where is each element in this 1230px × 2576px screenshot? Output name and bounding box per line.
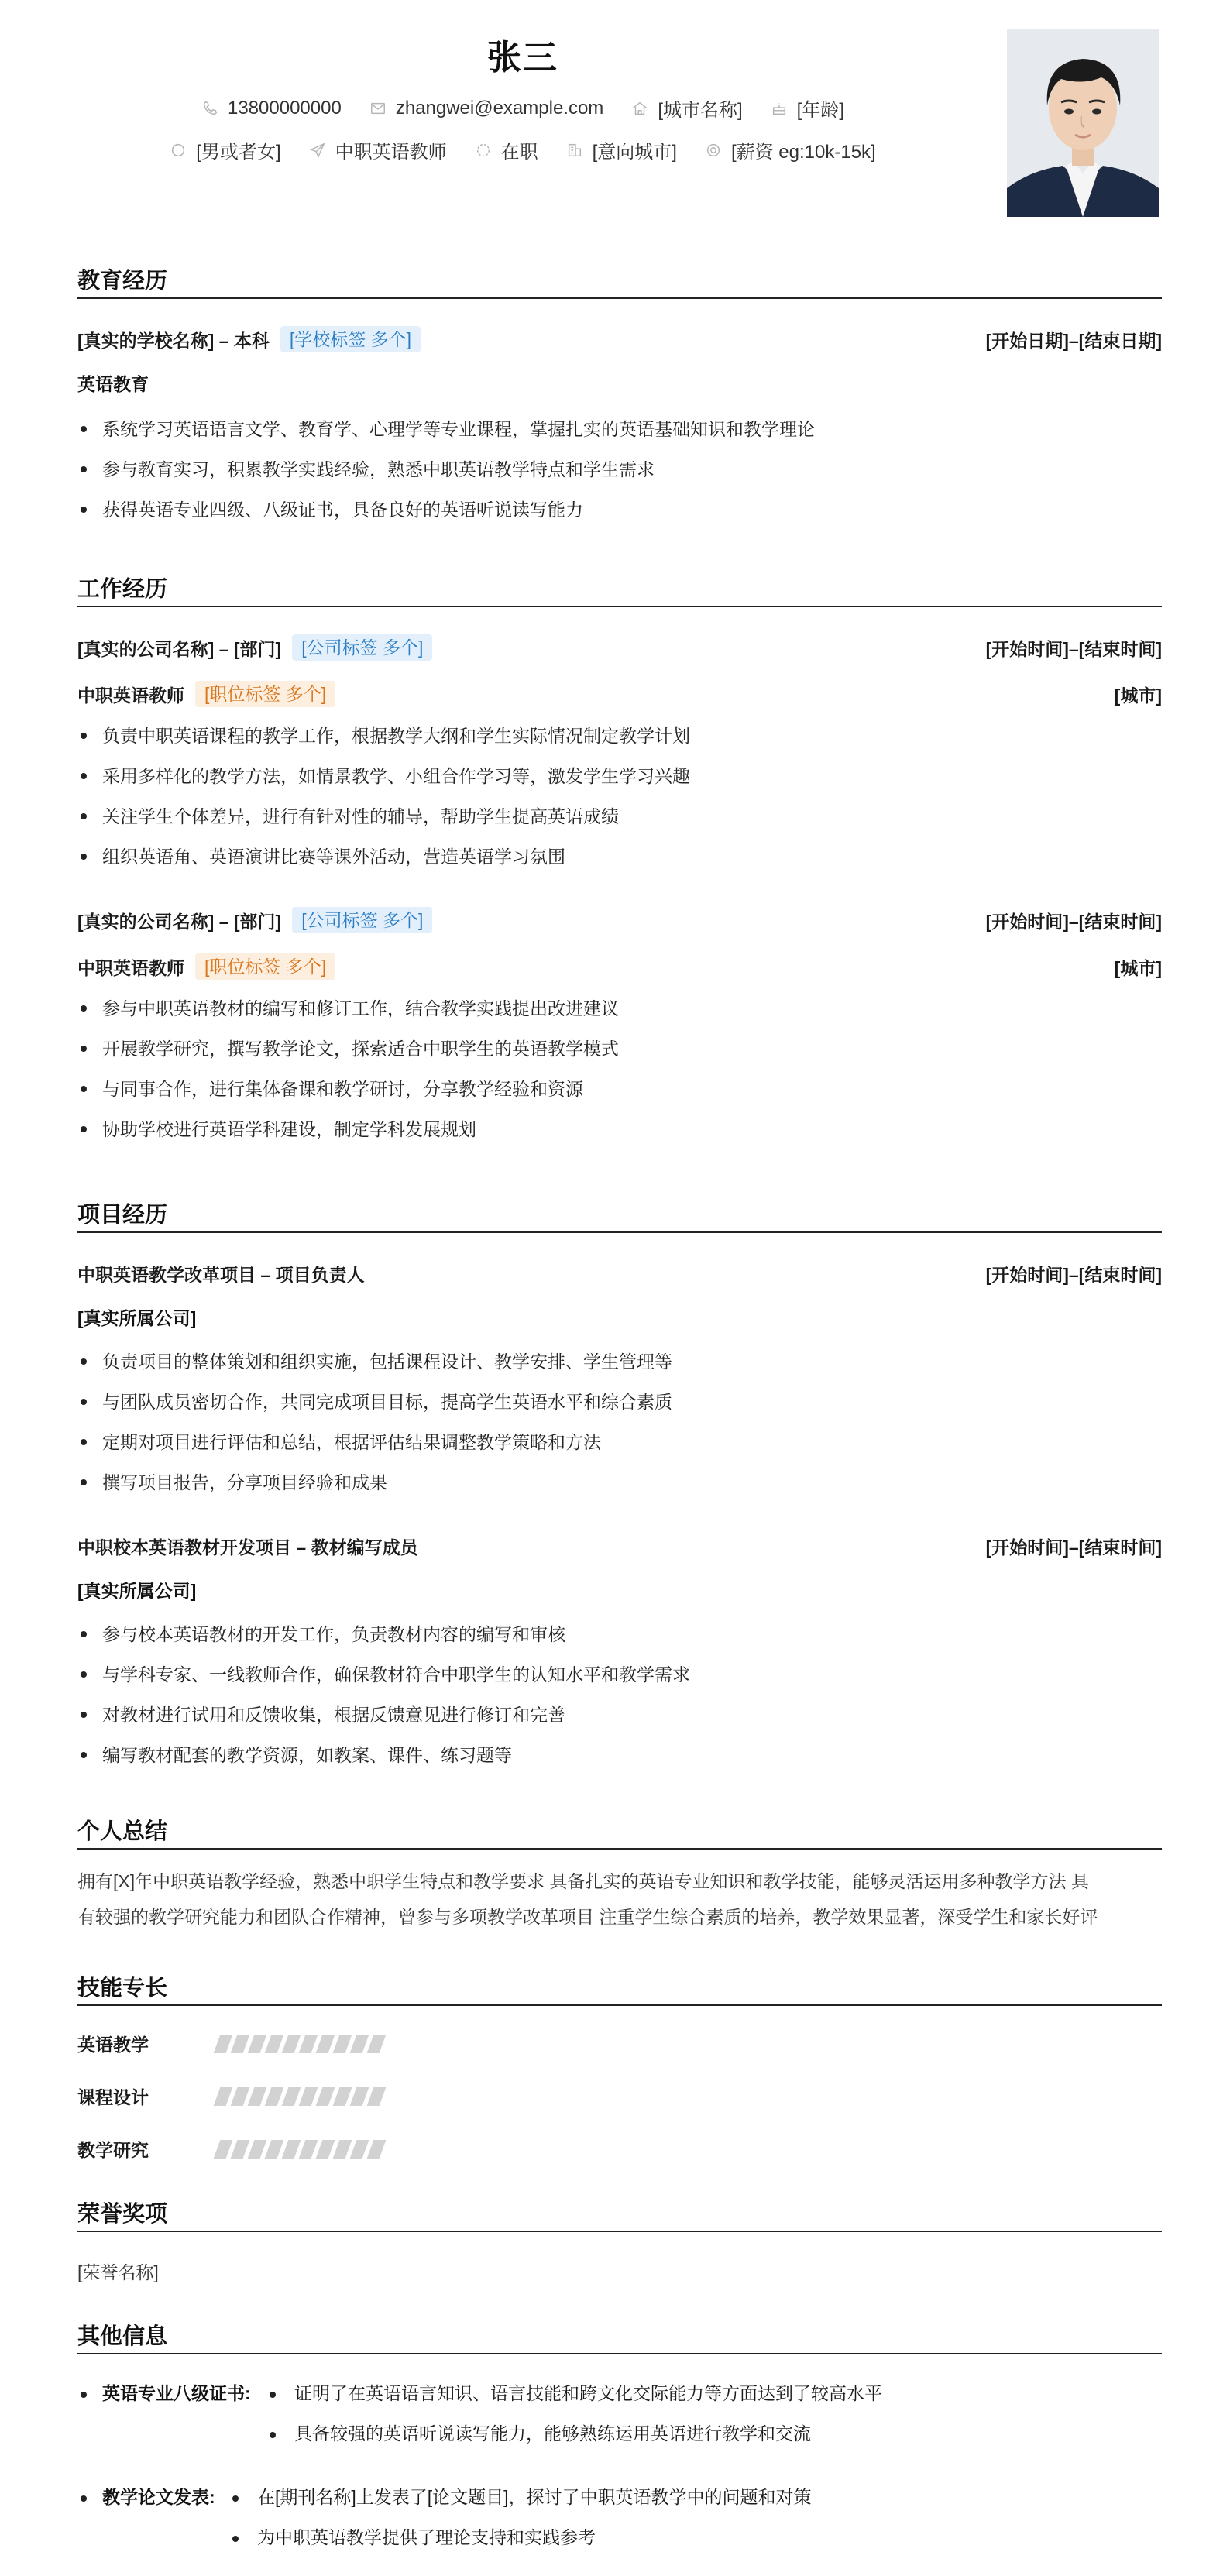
other-key: 教学论文发表: <box>102 2487 215 2507</box>
list-item: 获得英语专业四级、八级证书，具备良好的英语听说读写能力 <box>77 489 1162 530</box>
other-line: 在[期刊名称]上发表了[论文题目]，探讨了中职英语教学中的问题和对策 <box>257 2487 812 2507</box>
project-company: [真实所属公司] <box>77 1581 197 1601</box>
phone-text: 13800000000 <box>227 97 342 118</box>
list-item: 参与教育实习，积累教学实践经验，熟悉中职英语教学特点和学生需求 <box>77 449 1162 489</box>
other-line: 具备较强的英语听说读写能力，能够熟练运用英语进行教学和交流 <box>294 2423 811 2444</box>
skill-item <box>77 2031 383 2056</box>
summary-line: 有较强的教学研究能力和团队合作精神，曾参与多项教学改革项目 注重学生综合素质的培养，教学效果显著，深受学生和家长好评 <box>77 1907 1098 1927</box>
project-name: 中职英语教学改革项目 – 项目负责人 <box>77 1264 365 1285</box>
school-tag: [学校标签 多个] <box>280 326 421 352</box>
job-bullets <box>77 988 1162 1149</box>
skills-section <box>77 1970 1162 2172</box>
bullet-dot <box>232 2495 239 2502</box>
list-item: 采用多样化的教学方法，如情景教学、小组合作学习等，激发学生学习兴趣 <box>77 756 1162 796</box>
skill-label: 英语教学 <box>77 2035 149 2055</box>
list-item: 与同事合作，进行集体备课和教学研讨，分享教学经验和资源 <box>77 1069 1162 1109</box>
job-position <box>77 681 335 707</box>
phone-icon <box>201 100 218 117</box>
list-item: 参与校本英语教材的开发工作，负责教材内容的编写和审核 <box>77 1614 1162 1654</box>
bullet-dot <box>81 2392 87 2398</box>
other-section <box>77 2319 1162 2567</box>
bullet-dot <box>232 2536 239 2542</box>
project-company: [真实所属公司] <box>77 1308 197 1328</box>
city-text: [城市名称] <box>658 100 743 121</box>
school-name: [真实的学校名称] – 本科 <box>77 330 270 351</box>
other-key: 英语专业八级证书: <box>102 2383 251 2403</box>
list-item: 系统学习英语语言文学、教育学、心理学等专业课程，掌握扎实的英语基础知识和教学理论 <box>77 409 1162 449</box>
job-header-row <box>77 632 1162 663</box>
profile-photo <box>1007 29 1159 217</box>
send-icon <box>309 142 326 159</box>
list-item: 负责项目的整体策划和组织实施，包括课程设计、教学安排、学生管理等 <box>77 1341 1162 1382</box>
project-bullets <box>77 1341 1162 1503</box>
list-item: 参与中职英语教材的编写和修订工作，结合教学实践提出改进建议 <box>77 988 1162 1029</box>
job-city: [城市] <box>1114 685 1162 706</box>
honors-section <box>77 2196 1162 2289</box>
project-dates: [开始时间]–[结束时间] <box>985 1537 1162 1558</box>
gender-text: [男或者女] <box>196 142 281 163</box>
mail-icon <box>369 100 387 117</box>
position-tag: [职位标签 多个] <box>195 953 335 980</box>
bullet-dot <box>81 2495 87 2502</box>
summary-line: 拥有[X]年中职英语教学经验，熟悉中职学生特点和教学要求 具备扎实的英语专业知识和教学技能，能够灵活运用多种教学方法 具 <box>77 1871 1089 1891</box>
status-info <box>475 136 538 163</box>
list-item: 与团队成员密切合作，共同完成项目目标，提高学生英语水平和综合素质 <box>77 1382 1162 1422</box>
company-name: [真实的公司名称] – [部门] <box>77 638 282 659</box>
status-icon <box>475 142 492 159</box>
job-position-row <box>77 678 1162 709</box>
skill-level-bar <box>217 2035 383 2053</box>
skill-level-bar <box>217 2140 383 2159</box>
list-item: 定期对项目进行评估和总结，根据评估结果调整教学策略和方法 <box>77 1422 1162 1462</box>
job-city: [城市] <box>1114 957 1162 978</box>
other-line: 为中职英语教学提供了理论支持和实践参考 <box>257 2527 596 2547</box>
skill-level-bar <box>217 2087 383 2106</box>
company-tag: [公司标签 多个] <box>292 634 432 661</box>
job-intent-row <box>77 136 968 163</box>
resume-header <box>77 23 1162 225</box>
job-header-row <box>77 905 1162 936</box>
company-tag: [公司标签 多个] <box>292 907 432 933</box>
position-name: 中职英语教师 <box>77 957 184 978</box>
gender-info <box>170 136 280 163</box>
other-title: 其他信息 <box>77 2319 1162 2354</box>
target-city-text: [意向城市] <box>592 142 677 163</box>
email-info <box>369 98 604 119</box>
phone-info <box>201 98 342 119</box>
list-item: 组织英语角、英语演讲比赛等课外活动，营造英语学习氛围 <box>77 836 1162 877</box>
skills-title: 技能专长 <box>77 1970 1162 2006</box>
position-name: 中职英语教师 <box>77 685 184 706</box>
job-position <box>77 953 335 980</box>
gender-icon <box>170 142 187 159</box>
contact-row <box>77 94 968 122</box>
position-tag: [职位标签 多个] <box>195 681 335 707</box>
city-info <box>631 94 742 122</box>
company-name: [真实的公司名称] – [部门] <box>77 911 282 932</box>
other-group <box>77 2483 1162 2547</box>
education-section <box>77 263 1162 527</box>
age-info <box>771 94 844 122</box>
job-company <box>77 634 432 661</box>
bullet-dot <box>270 2432 276 2438</box>
list-item: 开展教学研究，撰写教学论文，探索适合中职学生的英语教学模式 <box>77 1029 1162 1069</box>
job-bullets <box>77 716 1162 877</box>
salary-text: [薪资 eg:10k-15k] <box>730 142 876 163</box>
candidate-name: 张三 <box>487 39 558 77</box>
work-section <box>77 572 1162 1160</box>
honor-item: [荣誉名称] <box>77 2262 159 2282</box>
skill-label: 课程设计 <box>77 2087 149 2107</box>
bullet-dot <box>270 2392 276 2398</box>
list-item: 关注学生个体差异，进行有针对性的辅导，帮助学生提高英语成绩 <box>77 796 1162 836</box>
education-major: 英语教育 <box>77 374 149 394</box>
home-icon <box>631 100 648 117</box>
list-item: 撰写项目报告，分享项目经验和成果 <box>77 1462 1162 1503</box>
target-job-info <box>309 136 447 163</box>
age-text: [年龄] <box>796 100 844 121</box>
cake-icon <box>771 100 788 117</box>
project-dates: [开始时间]–[结束时间] <box>985 1264 1162 1285</box>
projects-title: 项目经历 <box>77 1197 1162 1233</box>
email-text: zhangwei@example.com <box>395 97 604 118</box>
target-city-info <box>566 136 677 163</box>
building-icon <box>566 142 583 159</box>
education-dates: [开始日期]–[结束日期] <box>985 330 1162 351</box>
list-item: 对教材进行试用和反馈收集，根据反馈意见进行修订和完善 <box>77 1695 1162 1735</box>
job-position-row <box>77 951 1162 982</box>
skill-item <box>77 2083 383 2109</box>
work-title: 工作经历 <box>77 572 1162 607</box>
salary-info <box>705 136 876 163</box>
job-dates: [开始时间]–[结束时间] <box>985 911 1162 932</box>
project-bullets <box>77 1614 1162 1775</box>
projects-section <box>77 1197 1162 1786</box>
job-company <box>77 907 432 933</box>
job-dates: [开始时间]–[结束时间] <box>985 638 1162 659</box>
target-job-text: 中职英语教师 <box>335 142 447 163</box>
project-name: 中职校本英语教材开发项目 – 教材编写成员 <box>77 1537 418 1558</box>
list-item: 负责中职英语课程的教学工作，根据教学大纲和学生实际情况制定教学计划 <box>77 716 1162 756</box>
summary-title: 个人总结 <box>77 1814 1162 1850</box>
coin-icon <box>705 142 722 159</box>
summary-text <box>77 1863 1162 1935</box>
project-header-row <box>77 1258 1162 1289</box>
list-item: 与学科专家、一线教师合作，确保教材符合中职学生的认知水平和教学需求 <box>77 1654 1162 1695</box>
education-school <box>77 326 421 352</box>
skill-label: 教学研究 <box>77 2140 149 2160</box>
education-bullets <box>77 409 1162 530</box>
other-group <box>77 2379 1162 2444</box>
project-header-row <box>77 1530 1162 1561</box>
honors-title: 荣誉奖项 <box>77 2196 1162 2232</box>
education-header-row <box>77 324 1162 355</box>
list-item: 编写教材配套的教学资源，如教案、课件、练习题等 <box>77 1735 1162 1775</box>
status-text: 在职 <box>500 142 538 163</box>
other-line: 证明了在英语语言知识、语言技能和跨文化交际能力等方面达到了较高水平 <box>294 2383 882 2403</box>
skill-item <box>77 2136 383 2162</box>
education-title: 教育经历 <box>77 263 1162 299</box>
list-item: 协助学校进行英语学科建设，制定学科发展规划 <box>77 1109 1162 1149</box>
summary-section <box>77 1814 1162 1946</box>
